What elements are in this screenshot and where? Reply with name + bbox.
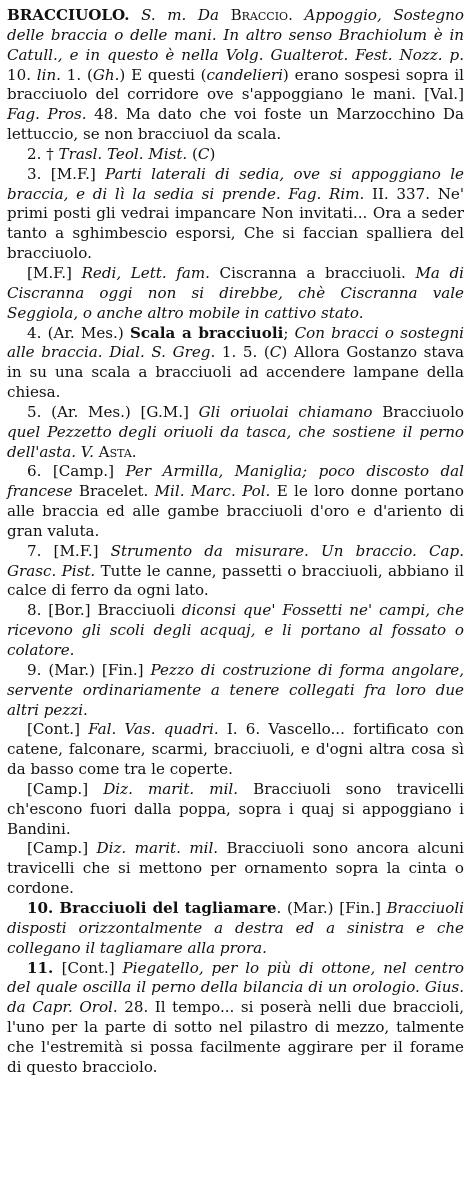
italic-text: Con bracci o sostegni alle braccia. Dial. S. Greg. (7, 323, 464, 362)
entry-text: [Camp.] (27, 779, 104, 798)
italic-text: Redi, Lett. fam. (81, 263, 210, 282)
entry-text: . (288, 6, 305, 24)
entry-text: Tutte le canne, passetti o bracciuoli, abbiano il calce di ferro da ogni lato. (7, 561, 464, 600)
entry-text: 3. [M.F.] (27, 164, 106, 183)
entry-text: 28. Il tempo... si poserà nelli due braccioli, l'uno per la parte di sotto nel pilastro di mezzo, talmente che l'estremità si possa facilmente aggirare per il forame di questo bracciolo. (7, 998, 465, 1076)
entry-text: 1. ( (60, 65, 93, 84)
entry-text: Bracciuoli sono ancora alcuni travicelli che si mettono per ornamento sopra la cinta o cordone. (7, 839, 465, 898)
italic-text: Ma di Ciscranna oggi non si direbbe, chè Ciscranna vale Seggiola, o anche altro mobile in cattivo stato. (7, 263, 464, 322)
entry-text: 1. 5. ( (215, 343, 270, 362)
headword: Bracciuoli del tagliamare (59, 898, 277, 917)
entry-text: ( (187, 144, 198, 163)
dictionary-entry (7, 601, 464, 661)
italic-text: Appoggio, Sostegno delle braccia o delle mani. In altro senso Brachiolum è in Catull., e in questo è nella Volg. Gualterot. Fest. Nozz. p. (7, 6, 464, 64)
dictionary-entry (7, 959, 464, 1078)
entry-text: 48. Ma dato che voi foste un Marzocchino Da lettuccio, se non bracciuol da scala. (7, 105, 464, 144)
italic-text: C (197, 144, 210, 163)
italic-text: candelieri (206, 65, 283, 84)
entry-text: I. 6. Vascello... fortificato con catene, falconare, scarmi, bracciuoli, e d'ogni altra cosa sì da basso come tra le coperte. (7, 720, 465, 779)
italic-text: lin. (36, 65, 61, 84)
dictionary-entry (7, 661, 464, 721)
italic-text: Per Armilla, Maniglia; poco discosto dal francese (7, 462, 464, 501)
entry-text: 2. † (27, 144, 59, 163)
dictionary-entry (7, 542, 464, 602)
entry-text: 9. (Mar.) [Fin.] (27, 660, 151, 679)
dictionary-entry (7, 324, 464, 403)
entry-text: 6. [Camp.] (27, 462, 126, 481)
entry-text: Braccio (230, 6, 289, 24)
headword: BRACCIUOLO. (7, 6, 130, 24)
italic-text: Strumento da misurare. Un braccio. Cap. Grasc. Pist. (7, 541, 464, 580)
dictionary-entry (7, 780, 464, 840)
entry-text: 7. [M.F.] (27, 541, 111, 560)
italic-text: S. m. Da (129, 6, 231, 24)
entry-text: [Cont.] (27, 720, 89, 739)
entry-text: 10. (7, 65, 37, 84)
entry-text: E le loro donne portano alle braccia ed alle gambe bracciuoli d'oro e d'ariento di gran valuta. (7, 482, 464, 540)
italic-text: Pezzo di costruzione di forma angolare, servente ordinariamente a tenere collegati fra loro due altri pezzi. (7, 660, 464, 719)
italic-text: Fag. Pros. (7, 105, 87, 124)
italic-text: diconsi que' Fossetti ne' campi, che ricevono gli scoli degli acquaj, e li portano al fossato o colatore. (7, 601, 465, 659)
entry-text: ) E questi ( (119, 65, 207, 84)
italic-text: quel Pezzetto degli oriuoli da tasca, che sostiene il perno dell'asta. V. (7, 422, 464, 461)
italic-text: Gli oriuolai chiamano (198, 402, 373, 421)
entry-text: [M.F.] (27, 263, 82, 282)
entry-text: Bracciuolo (372, 402, 465, 421)
italic-text: Parti laterali di sedia, ove si appoggiano le braccia, e di lì la sedia si prende. Fag. Rim. (7, 164, 464, 203)
headword: Scala a bracciuoli (129, 323, 284, 342)
entry-text: II. 337. Ne' primi posti gli vedrai impancare Non invitati... Ora a seder tanto a sghimbescio esporsi, Che si faccian spalliera del bracciuolo. (7, 184, 464, 263)
dictionary-entry (7, 264, 464, 324)
italic-text: Piegatello, per lo più di ottone, nel centro del quale oscilla il perno della bilancia di un orologio. Gius. da Capr. Orol. (7, 958, 464, 1017)
entry-text: Bracciuoli sono travicelli ch'escono fuori dalla poppa, sopra i quaj si appoggiano i Bandini. (7, 779, 464, 838)
dictionary-entry (7, 165, 464, 264)
entry-text: . (131, 442, 137, 461)
entry-text: Asta (93, 442, 132, 461)
italic-text: Mil. Marc. Pol. (154, 482, 271, 501)
italic-text: C (269, 343, 282, 362)
italic-text: Gh. (92, 65, 120, 84)
entry-text: [Camp.] (27, 839, 97, 858)
entry-text: ) erano sospesi sopra il bracciuolo del corridore ove s'appoggiano le mani. [Val.] (7, 65, 464, 104)
dictionary-entry (7, 839, 464, 899)
entry-text: Ciscranna a bracciuoli. (209, 263, 416, 282)
dictionary-entry (7, 403, 464, 463)
entry-text: 8. [Bor.] Bracciuoli (27, 601, 182, 620)
dictionary-entry (7, 899, 464, 959)
headword: 11. (27, 958, 62, 977)
headword: 10. (27, 898, 60, 917)
entry-text: ) Allora Gostanzo stava in su una scala a bracciuoli ad accendere lampane della chiesa. (7, 343, 464, 402)
dictionary-entry (7, 6, 464, 145)
entry-text: . (Mar.) [Fin.] (276, 898, 387, 917)
entry-text: ; (283, 323, 295, 342)
entry-text: [Cont.] (61, 958, 123, 977)
italic-text: Fal. Vas. quadri. (88, 720, 219, 739)
italic-text: Diz. marit. mil. (103, 779, 239, 798)
dictionary-entry (7, 462, 464, 541)
entry-text: 5. (Ar. Mes.) [G.M.] (27, 402, 199, 421)
entry-text: Bracelet. (72, 482, 155, 501)
entry-text: ) (209, 144, 216, 163)
italic-text: Trasl. Teol. Mist. (58, 144, 188, 163)
dictionary-entry (7, 720, 464, 780)
italic-text: Bracciuoli disposti orizzontalmente a destra ed a sinistra e che collegano il tagliamare alla prora. (7, 898, 465, 957)
italic-text: Diz. marit. mil. (96, 839, 219, 858)
dictionary-entry (7, 145, 464, 165)
entry-text: 4. (Ar. Mes.) (27, 323, 130, 342)
